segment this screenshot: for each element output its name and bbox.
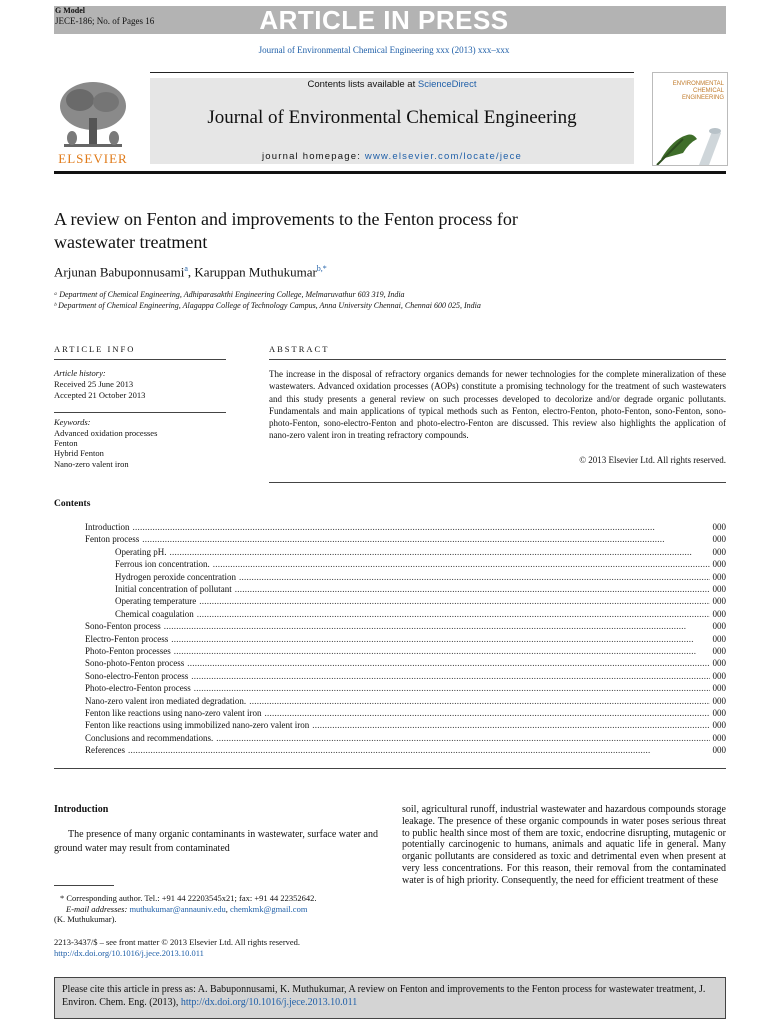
toc-entry[interactable] — [115, 559, 726, 571]
affiliation-marker[interactable]: b,* — [316, 264, 327, 273]
toc-entry-label: Hydrogen peroxide concentration — [115, 571, 236, 582]
toc-entry-page: 000 — [712, 708, 726, 718]
cover-plant-image — [653, 109, 727, 165]
toc-entry-label: Fenton process — [85, 534, 140, 545]
received-date: Received 25 June 2013 — [54, 379, 134, 389]
journal-homepage-line — [150, 151, 634, 162]
toc-entry[interactable] — [85, 720, 726, 732]
toc-entry[interactable] — [115, 609, 726, 621]
manuscript-reference: JECE-186; No. of Pages 16 — [55, 16, 155, 26]
toc-entry[interactable] — [115, 596, 726, 608]
toc-entry-page: 000 — [712, 720, 726, 731]
keywords-label: Keywords: — [54, 417, 91, 427]
contents-available-line — [150, 79, 634, 90]
toc-entry[interactable] — [85, 621, 726, 633]
toc-leader-dots — [187, 658, 709, 668]
toc-leader-dots — [170, 547, 710, 557]
toc-leader-dots — [264, 708, 709, 718]
toc-entry-label: Sono-Fenton process — [85, 621, 161, 632]
toc-entry[interactable] — [85, 696, 726, 708]
cover-title-line: ENVIRONMENTAL — [672, 81, 724, 87]
footnote-rule — [54, 885, 114, 886]
author-list — [54, 264, 327, 280]
header-top-rule — [150, 72, 634, 73]
toc-entry-label: References — [85, 745, 125, 756]
doi-link[interactable]: http://dx.doi.org/10.1016/j.jece.2013.10.011 — [54, 948, 204, 958]
toc-entry[interactable] — [85, 646, 726, 658]
toc-entry-label: Sono-photo-Fenton process — [85, 658, 185, 669]
keyword: Nano-zero valent iron — [54, 459, 129, 469]
contents-prefix: Contents lists available at — [307, 79, 418, 90]
toc-entry-page: 000 — [712, 571, 726, 582]
toc-leader-dots — [197, 609, 710, 619]
cover-title-line: CHEMICAL — [692, 88, 724, 94]
journal-homepage-link[interactable]: www.elsevier.com/locate/jece — [364, 151, 523, 162]
introduction-paragraph-col1: The presence of many organic contaminants in wastewater, surface water and ground water may result from contaminated — [54, 829, 378, 855]
toc-entry-label: Conclusions and recommendations. — [85, 732, 214, 743]
journal-name: Journal of Environmental Chemical Engineering — [207, 107, 577, 128]
toc-entry-page: 000 — [712, 695, 726, 706]
corresponding-author-contact: * Corresponding author. Tel.: +91 44 22203545x21; fax: +91 44 22352642. — [60, 893, 317, 903]
toc-leader-dots — [249, 696, 709, 706]
author-separator: , — [187, 264, 195, 280]
g-model-label: G Model — [55, 6, 85, 15]
keyword: Advanced oxidation processes — [54, 428, 158, 438]
toc-entry-label: Initial concentration of pollutant — [115, 584, 232, 594]
toc-leader-dots — [171, 634, 709, 644]
article-title-line: A review on Fenton and improvements to the Fenton process for — [54, 209, 518, 229]
toc-entry[interactable] — [85, 522, 726, 534]
toc-entry-label: Nano-zero valent iron mediated degradation. — [85, 695, 247, 706]
affiliation-b: ᵇ Department of Chemical Engineering, Alagappa College of Technology Campus, Anna University Chennai, Chennai 600 025, India — [54, 301, 481, 310]
toc-entry-page: 000 — [712, 534, 726, 545]
toc-entry[interactable] — [85, 534, 726, 546]
toc-leader-dots — [164, 621, 710, 631]
toc-leader-dots — [133, 522, 710, 532]
introduction-paragraph-col2: soil, agricultural runoff, industrial wastewater and hazardous compounds storage leakage. The presence of these organic compounds in water poses serious threat to public health since most of them are toxic, endocrine disrupting, mutagenic or potentially carcinogenic to humans, animals and aquatic life in general. Many organic pollutants are considered as toxic and detrimental even when present at very less concentrations. For this reason, their removal from the contaminated water is of high priority. Consequently, the need for efficient treatment of these — [402, 804, 726, 886]
toc-entry[interactable] — [85, 683, 726, 695]
divider — [54, 359, 226, 360]
toc-entry-page: 000 — [712, 732, 726, 743]
citation-body: Please cite this article in press as: A. Babuponnusami, K. Muthukumar, A review on Fenton and improvements to the Fenton process for wastewater treatment, J. Environ. Chem. Eng. (2013), — [62, 984, 706, 1008]
divider — [54, 768, 726, 769]
email-separator: , — [225, 903, 230, 914]
toc-leader-dots — [194, 683, 710, 693]
divider — [269, 359, 726, 360]
divider — [269, 482, 726, 483]
toc-entry-label: Operating temperature — [115, 596, 197, 607]
article-in-press-title: ARTICLE IN PRESS — [259, 5, 509, 35]
toc-entry[interactable] — [115, 572, 726, 584]
cover-title — [673, 81, 724, 102]
author-name-note: (K. Muthukumar). — [54, 914, 117, 925]
issn-line: 2213-3437/$ – see front matter © 2013 Elsevier Ltd. All rights reserved. — [54, 937, 301, 947]
keyword: Fenton — [54, 438, 78, 448]
toc-entry-page: 000 — [712, 745, 726, 756]
toc-entry-page: 000 — [712, 633, 726, 644]
toc-entry-page: 000 — [712, 608, 726, 619]
affiliation-a: ᵃ Department of Chemical Engineering, Adhiparasakthi Engineering College, Melmaruvathur 603 319, India — [54, 290, 405, 299]
header-bottom-rule — [54, 171, 726, 174]
toc-entry-page: 000 — [712, 596, 726, 607]
toc-entry[interactable] — [115, 547, 726, 559]
accepted-date: Accepted 21 October 2013 — [54, 390, 146, 400]
toc-leader-dots — [216, 733, 709, 743]
toc-entry-label: Chemical coagulation — [115, 608, 194, 619]
article-title — [54, 208, 694, 254]
article-info-heading: ARTICLE INFO — [54, 344, 136, 354]
keyword: Hybrid Fenton — [54, 448, 104, 458]
corresponding-author-footnote — [54, 893, 384, 925]
abstract-heading: ABSTRACT — [269, 344, 330, 354]
homepage-prefix: journal homepage: — [261, 151, 365, 162]
author-name: Arjunan Babuponnusami — [54, 264, 185, 280]
contents-heading: Contents — [54, 499, 91, 509]
toc-leader-dots — [239, 572, 710, 582]
toc-leader-dots — [174, 646, 710, 656]
toc-entry-label: Sono-electro-Fenton process — [85, 670, 189, 681]
toc-entry[interactable] — [85, 658, 726, 670]
toc-entry-label: Photo-electro-Fenton process — [85, 683, 191, 694]
email-label: E-mail addresses: — [66, 903, 130, 914]
toc-entry-page: 000 — [712, 621, 726, 632]
toc-leader-dots — [128, 745, 710, 755]
journal-cover-thumbnail[interactable] — [652, 72, 728, 166]
citation-doi-link[interactable]: http://dx.doi.org/10.1016/j.jece.2013.10.011 — [180, 997, 358, 1008]
toc-entry-label: Photo-Fenton processes — [85, 646, 171, 656]
toc-entry-label: Ferrous ion concentration. — [115, 559, 210, 570]
toc-leader-dots — [312, 720, 709, 730]
toc-entry-page: 000 — [712, 546, 726, 557]
toc-entry-page: 000 — [712, 683, 726, 694]
toc-entry[interactable] — [85, 671, 726, 683]
toc-leader-dots — [191, 671, 709, 681]
citation-text — [62, 983, 718, 1009]
toc-entry[interactable] — [85, 745, 726, 757]
toc-leader-dots — [235, 584, 710, 594]
toc-entry-label: Fenton like reactions using immobilized nano-zero valent iron — [85, 720, 310, 731]
toc-entry[interactable] — [85, 708, 726, 720]
email-link[interactable]: muthukumar@annauniv.edu — [129, 903, 226, 914]
toc-entry-page: 000 — [712, 646, 726, 656]
abstract-text: The increase in the disposal of refractory organics demands for newer technologies for the complete mineralization of these wastewaters. Advanced oxidation processes (AOPs) constitute a promising technology for the treatment of such wastewaters and this study presents a general review on such processes developed to decolorize and/or degrade organic pollutants. Fundamentals and main applications of typical methods such as Fenton, electro-Fenton, photo-Fenton, sono-Fenton, sono-photo-Fenton, sono-electro-Fenton and photo-electro-Fenton are discussed. This review also highlights the application of nano-zero valent iron in treating refractory compounds. — [269, 369, 726, 441]
toc-entry-label: Introduction — [85, 522, 130, 532]
toc-entry-page: 000 — [712, 584, 726, 594]
email-link[interactable]: chemkmk@gmail.com — [229, 903, 308, 914]
toc-entry-page: 000 — [712, 670, 726, 681]
article-title-line: wastewater treatment — [54, 232, 208, 252]
toc-entry[interactable] — [85, 733, 726, 745]
affiliation-marker[interactable]: a — [184, 264, 188, 273]
author-name: Karuppan Muthukumar — [194, 264, 317, 280]
toc-entry[interactable] — [115, 584, 726, 596]
toc-entry-page: 000 — [712, 559, 726, 570]
journal-reference-link[interactable]: Journal of Environmental Chemical Engineering xxx (2013) xxx–xxx — [258, 45, 510, 55]
divider — [54, 412, 226, 413]
toc-entry[interactable] — [85, 634, 726, 646]
sciencedirect-link[interactable]: ScienceDirect — [417, 79, 477, 90]
toc-entry-page: 000 — [712, 522, 726, 532]
toc-entry-page: 000 — [712, 658, 726, 669]
abstract-copyright: © 2013 Elsevier Ltd. All rights reserved. — [579, 455, 726, 465]
article-history-label: Article history: — [54, 368, 106, 378]
introduction-heading: Introduction — [54, 804, 109, 815]
toc-entry-label: Fenton like reactions using nano-zero valent iron — [85, 708, 262, 718]
toc-leader-dots — [213, 559, 710, 569]
publisher-name: ELSEVIER — [58, 151, 128, 166]
cover-title-line: ENGINEERING — [681, 95, 724, 101]
toc-leader-dots — [142, 534, 709, 544]
toc-leader-dots — [199, 596, 709, 606]
toc-entry-label: Operating pH. — [115, 546, 167, 557]
toc-entry-label: Electro-Fenton process — [85, 633, 169, 644]
